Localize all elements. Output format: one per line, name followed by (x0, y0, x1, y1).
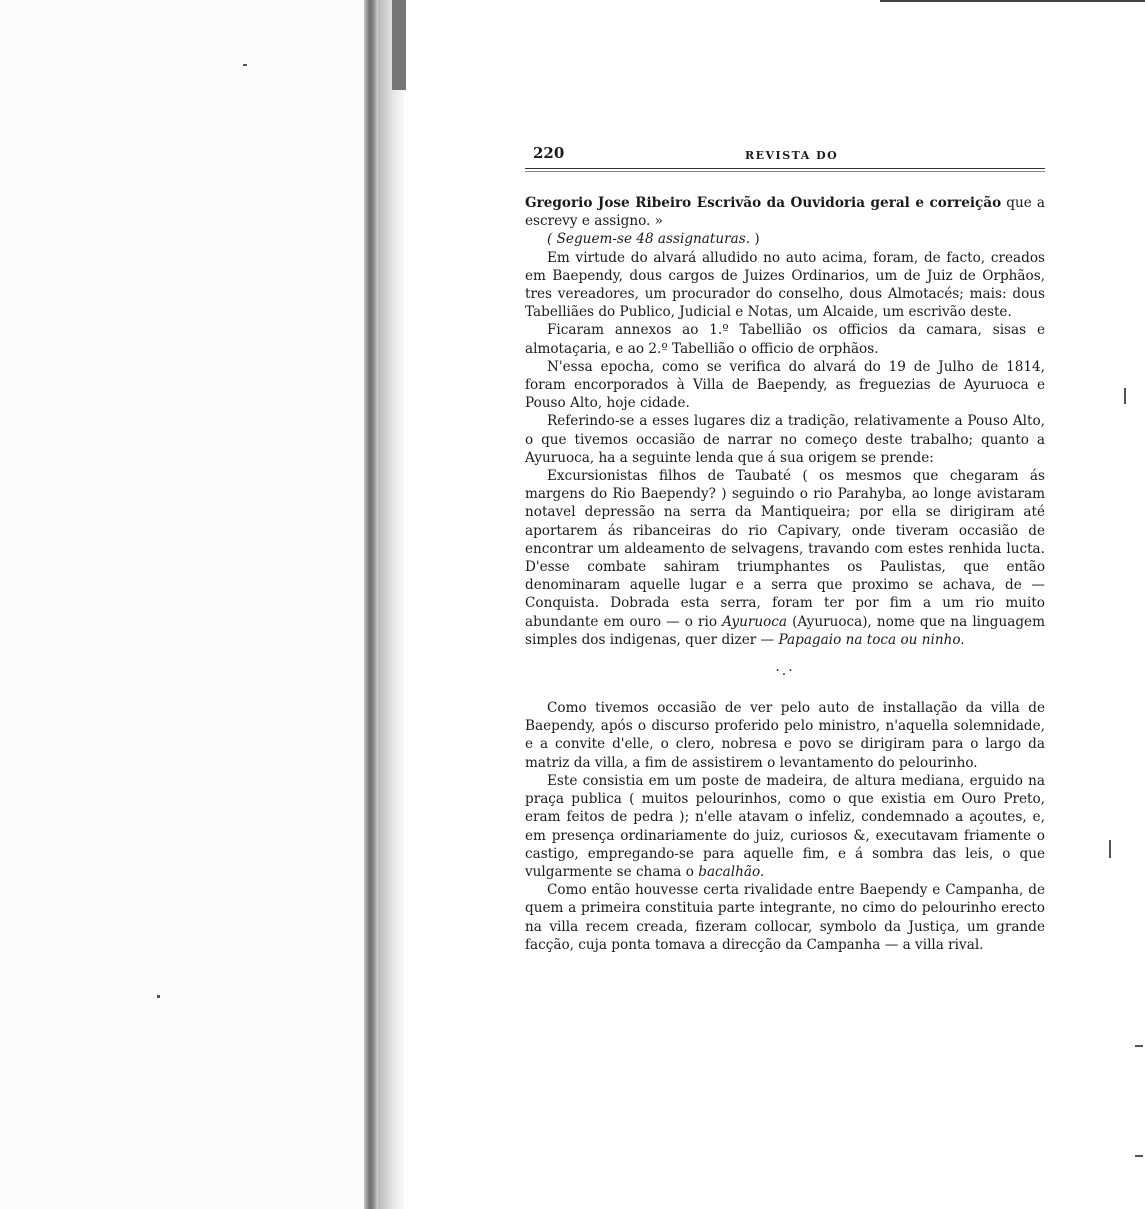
section-separator: ·.· (775, 663, 795, 680)
page-edge-line (880, 0, 1145, 2)
paragraph-annexos: Ficaram annexos ao 1.º Tabellião os officios da camara, sisas e almotaçaria, e ao 2.º Tabellião o officio de orphãos. (525, 322, 1045, 357)
paragraph-signature: Gregorio Jose Ribeiro Escrivão da Ouvidoria geral e correição que a escrevy e assigno. » (525, 195, 1046, 230)
paragraph-rivalidade: Como então houvesse certa rivalidade entre Baependy e Campanha, de quem a primeira constituia parte integrante, no cimo do pelourinho erecto na villa recem creada, fizeram collocar, symbolo da Justiça, um grande facção, cuja ponta tomava a direcção da Campanha — a villa rival. (525, 882, 1045, 953)
paragraph-poste: Este consistia em um poste de madeira, de altura mediana, erguido na praça publica ( muitos pelourinhos, como o que existia em Ouro Preto, eram feitos de pedra ); n'elle atavam o infeliz, condemnado a açoutes, e, em presença ordinariamente do juiz, curiosos &, executavam friamente o castigo, empregando-se para aquelle fim, e á sombra das leis, o que vulgarmente se chama o bacalhão. (525, 772, 1045, 880)
scan-speck (243, 64, 247, 66)
scan-speck (1124, 388, 1126, 404)
paragraph-signatures-note: ( Seguem-se 48 assignaturas. ) (547, 231, 760, 248)
book-gutter (378, 0, 404, 1209)
scan-speck (1135, 1045, 1143, 1047)
facing-page (0, 0, 370, 1209)
book-spine-shadow (364, 0, 378, 1209)
book-spine-top (392, 0, 406, 90)
paragraph-tradicao: Referindo-se a esses lugares diz a tradição, relativamente a Pouso Alto, o que tivemos occasião de narrar no começo deste trabalho; quanto a Ayuruoca, ha a seguinte lenda que á sua origem se prende: (525, 413, 1045, 466)
running-title: REVISTA DO (745, 149, 839, 162)
text-page (525, 140, 1045, 954)
paragraph-epocha: N'essa epocha, como se verifica do alvará do 19 de Julho de 1814, foram encorporados à Villa de Baependy, as freguezias de Ayuruoca e Pouso Alto, hoje cidade. (525, 358, 1045, 412)
body-text (525, 194, 1045, 954)
page-number: 220 (533, 144, 565, 162)
paragraph-alvara: Em virtude do alvará alludido no auto acima, foram, de facto, creados em Baependy, dous cargos de Juizes Ordinarios, um de Juiz de Orphãos, tres vereadores, um procurador do conselho, dous Almotacés; mais: dous Tabelliães do Publico, Judicial e Notas, um Alcaide, um escrivão deste. (525, 249, 1045, 321)
page-header (525, 140, 1045, 164)
scan-speck (1109, 840, 1111, 858)
paragraph-lenda: Excursionistas filhos de Taubaté ( os mesmos que chegaram ás margens do Rio Baependy? ) seguindo o rio Parahyba, ao longe avistaram notavel depressão na serra da Mantiqueira; por ella se dirigiram até aportarem ás ribanceiras do rio Capivary, onde tiveram occasião de encontrar um aldeamento de selvagens, travando com estes renhida lucta. D'esse combate sahiram triumphantes os Paulistas, que então denominaram aquelle lugar e a serra que proximo se achava, de — Conquista. Dobrada esta serra, foram ter por fim a um rio muito abundante em ouro — o rio Ayuruoca (Ayuruoca), nome que na linguagem simples dos indigenas, quer dizer — Papagaio na toca ou ninho. (525, 468, 1045, 648)
header-rule (525, 168, 1045, 172)
paragraph-pelourinho: Como tivemos occasião de ver pelo auto de installação da villa de Baependy, após o discurso proferido pelo ministro, n'aquella solemnidade, e a convite d'elle, o clero, nobresa e povo se dirigiram para o largo da matriz da villa, a fim de assistirem o levantamento do pelourinho. (525, 700, 1045, 771)
scan-speck (1135, 1155, 1143, 1157)
scan-speck (157, 995, 160, 998)
